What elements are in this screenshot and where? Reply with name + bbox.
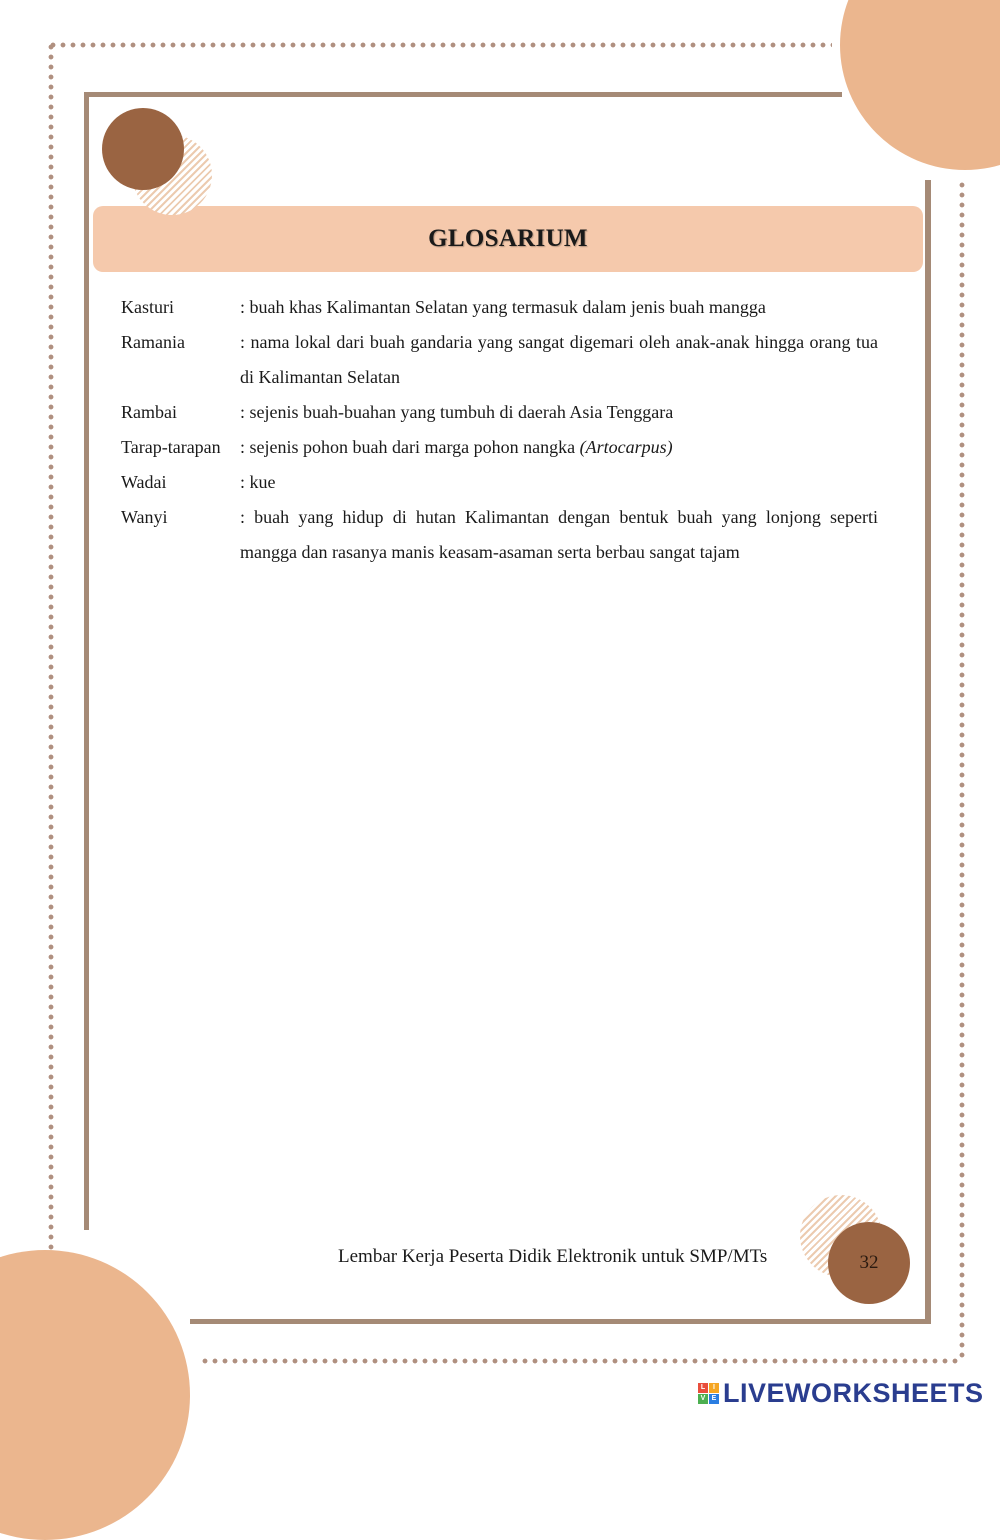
frame-bar-top bbox=[84, 92, 842, 97]
glossary-definition: : buah yang hidup di hutan Kalimantan dengan bentuk buah yang lonjong seperti mangga dan rasanya manis keasam-asaman serta berbau sangat tajam bbox=[240, 507, 878, 562]
glossary-term: Wanyi bbox=[121, 507, 168, 527]
glossary-entry-wadai bbox=[121, 465, 878, 500]
glossary-entry-ramania bbox=[121, 325, 878, 395]
dotted-frame-top bbox=[48, 42, 832, 48]
header-band bbox=[93, 206, 923, 272]
glossary-term: Wadai bbox=[121, 472, 167, 492]
frame-bar-bottom bbox=[190, 1319, 931, 1324]
decor-circle-bottom-left bbox=[0, 1250, 190, 1540]
footer-text: Lembar Kerja Peserta Didik Elektronik untuk SMP/MTs bbox=[338, 1246, 768, 1267]
frame-bar-left bbox=[84, 92, 89, 1230]
glossary-entry-wanyi bbox=[121, 500, 878, 570]
glossary-entry-tarap-tarapan bbox=[121, 430, 878, 465]
glossary-definition: : kue bbox=[240, 472, 276, 492]
dotted-frame-bottom bbox=[200, 1358, 962, 1364]
glossary-entry-rambai bbox=[121, 395, 878, 430]
glossary-term: Rambai bbox=[121, 402, 177, 422]
glossary-term: Ramania bbox=[121, 332, 185, 352]
liveworksheets-wordmark: LIVEWORKSHEETS bbox=[723, 1378, 984, 1408]
glossary-definition: : sejenis buah-buahan yang tumbuh di daerah Asia Tenggara bbox=[240, 402, 674, 422]
decor-circle-top-left bbox=[102, 108, 184, 190]
page-title: GLOSARIUM bbox=[428, 225, 588, 252]
liveworksheets-icon bbox=[698, 1383, 719, 1404]
scientific-name: (Artocarpus) bbox=[579, 437, 673, 457]
frame-bar-right bbox=[925, 180, 931, 1324]
glossary-term: Kasturi bbox=[121, 297, 174, 317]
glossary-list bbox=[121, 290, 878, 570]
decor-circle-top-right bbox=[840, 0, 1000, 170]
page-number: 32 bbox=[859, 1252, 879, 1273]
logo-letter: V bbox=[698, 1394, 708, 1404]
glossary-term: Tarap-tarapan bbox=[121, 437, 221, 457]
page-number-badge bbox=[828, 1222, 910, 1304]
glossary-entry-kasturi bbox=[121, 290, 878, 325]
logo-letter: E bbox=[709, 1394, 719, 1404]
dotted-frame-right bbox=[959, 180, 965, 1360]
logo-letter: I bbox=[709, 1383, 719, 1393]
glossary-definition: : buah khas Kalimantan Selatan yang termasuk dalam jenis buah mangga bbox=[240, 297, 766, 317]
liveworksheets-logo[interactable] bbox=[698, 1378, 984, 1409]
dotted-frame-left bbox=[48, 42, 54, 1252]
glossary-definition: : nama lokal dari buah gandaria yang sangat digemari oleh anak-anak hingga orang tua di Kalimantan Selatan bbox=[240, 332, 878, 387]
glossary-definition: : sejenis pohon buah dari marga pohon nangka bbox=[240, 437, 576, 457]
glossary-definition-container bbox=[240, 430, 878, 465]
logo-letter: L bbox=[698, 1383, 708, 1393]
